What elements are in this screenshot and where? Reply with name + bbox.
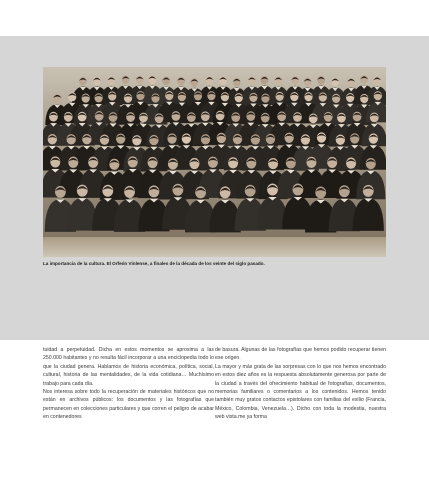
text-column-right: [215, 346, 386, 422]
photo-caption: La importancia de la cultura. El Orfeón Vinlense, a finales de la década de los veinte del siglo pasado.: [43, 261, 265, 266]
group-portrait-photo: [43, 67, 386, 257]
text-column-left: [43, 346, 214, 422]
paragraph: La mayor y más grata de las sorpresas con lo que nos hemos encontrado en estos diez años es la respuesta absolutamente generosa por parte de la ciudad a través del ofrecimiento habitual de fotografías, documentos, memorias familiares o comentarios a los contenidos. Hemos tenido también muy gratos contactos epistolares con familias del exilio (Francia, México, Colombia, Venezuela…). Dicho con toda la modestia, nuestra web vista.me ya forma: [215, 363, 386, 421]
top-margin: [0, 0, 429, 36]
paragraph: de basura. Algunas de las fotografías que hemos podido recuperar tienen ese origen.: [215, 347, 386, 362]
paragraph: Nos interesa sobre todo la recuperación de materiales históricos que no están en archivos públicos: los documentos y las fotografías que permanecen en colecciones particulares y que corren el peligro de acabar en contenedores: [43, 389, 214, 421]
paragraph: tuidad a perpetuidad. Dicha en estos momentos se aproxima a las 250.000 habitantes y no resulta fácil incorporar a una enciclopedia todo lo que la ciudad genera. Hablamos de historia económica, política, social, cultural, historia de las mentalidades, de la vida cotidiana… Muchísimo trabajo para cada día.: [43, 347, 214, 387]
